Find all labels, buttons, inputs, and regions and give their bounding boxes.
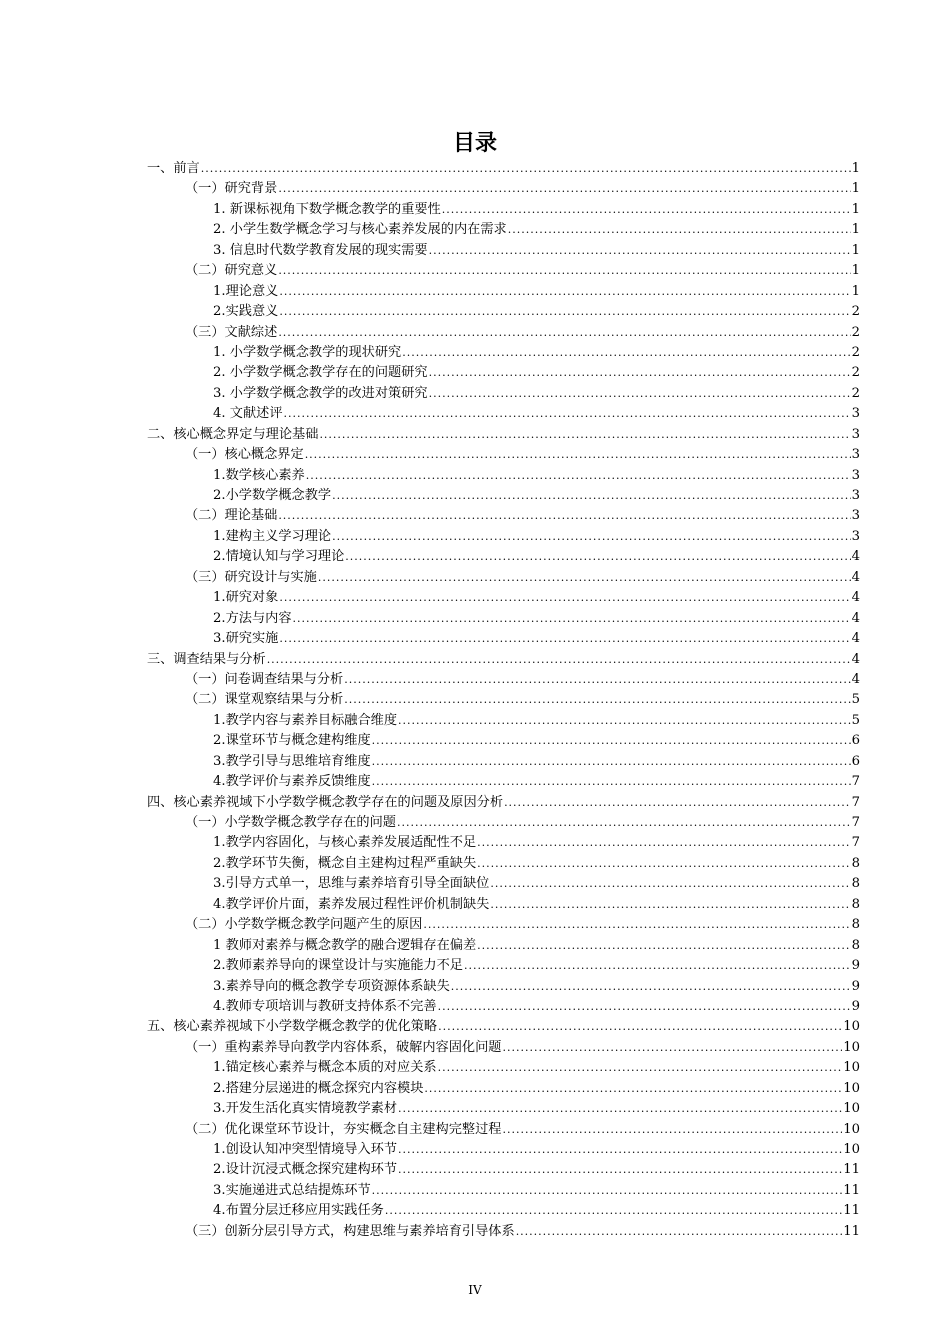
toc-entry[interactable] bbox=[147, 895, 860, 915]
toc-entry[interactable] bbox=[147, 1140, 860, 1160]
toc-entry[interactable] bbox=[147, 1058, 860, 1078]
toc-entry-page: 11 bbox=[843, 1162, 860, 1178]
toc-entry-page: 7 bbox=[851, 815, 860, 830]
toc-entry[interactable] bbox=[147, 323, 860, 343]
toc-dot-leader bbox=[429, 363, 851, 383]
toc-entry-text: 1 教师对素养与概念教学的融合逻辑存在偏差 bbox=[213, 937, 477, 953]
toc-entry-text: 1.锚定核心素养与概念本质的对应关系 bbox=[213, 1060, 437, 1076]
toc-entry-page: 3 bbox=[851, 467, 860, 483]
toc-entry-page: 2 bbox=[851, 344, 860, 360]
toc-entry-text: 2.方法与内容 bbox=[213, 610, 292, 626]
toc-entry[interactable] bbox=[147, 159, 860, 179]
toc-entry-text: 1.研究对象 bbox=[213, 590, 279, 606]
toc-entry-page: 11 bbox=[843, 1182, 860, 1198]
toc-entry-page: 9 bbox=[851, 978, 860, 994]
toc-entry-text: （三）文献综述 bbox=[185, 324, 278, 340]
toc-entry-text: 4.教学评价与素养反馈维度 bbox=[213, 774, 371, 790]
toc-entry-page: 2 bbox=[851, 385, 860, 401]
toc-entry-page: 3 bbox=[851, 447, 860, 463]
toc-entry-page: 8 bbox=[851, 917, 860, 933]
toc-entry-text: （一）小学数学概念教学存在的问题 bbox=[185, 815, 396, 830]
toc-entry-page: 7 bbox=[851, 774, 860, 790]
toc-entry-text: 1.建构主义学习理论 bbox=[213, 528, 332, 544]
toc-dot-leader bbox=[477, 833, 850, 853]
toc-dot-leader bbox=[503, 1120, 843, 1140]
toc-entry-page: 10 bbox=[843, 1060, 860, 1076]
toc-entry[interactable] bbox=[147, 854, 860, 874]
toc-dot-leader bbox=[398, 711, 851, 731]
toc-entry-text: （三）研究设计与实施 bbox=[185, 569, 317, 585]
toc-dot-leader bbox=[442, 200, 851, 220]
toc-dot-leader bbox=[344, 670, 850, 690]
toc-entry-page: 7 bbox=[851, 835, 860, 851]
toc-entry[interactable] bbox=[147, 261, 860, 281]
toc-title: 目录 bbox=[452, 131, 497, 156]
toc-entry-text: （二）课堂观察结果与分析 bbox=[185, 692, 344, 708]
toc-entry-text: 2.实践意义 bbox=[213, 304, 279, 320]
toc-dot-leader bbox=[423, 915, 850, 935]
toc-entry[interactable] bbox=[147, 568, 860, 588]
toc-entry[interactable] bbox=[147, 690, 860, 710]
toc-entry-page: 4 bbox=[851, 631, 860, 647]
table-of-contents bbox=[147, 159, 860, 1242]
toc-entry-page: 7 bbox=[851, 794, 860, 810]
toc-entry[interactable] bbox=[147, 833, 860, 853]
toc-entry[interactable] bbox=[147, 629, 860, 649]
toc-entry[interactable] bbox=[147, 609, 860, 629]
toc-entry-text: 4. 文献述评 bbox=[213, 406, 283, 422]
toc-entry-page: 10 bbox=[843, 1101, 860, 1117]
toc-entry[interactable] bbox=[147, 445, 860, 465]
toc-entry-text: 1. 小学数学概念教学的现状研究 bbox=[213, 344, 402, 360]
toc-dot-leader bbox=[397, 813, 851, 833]
toc-entry[interactable] bbox=[147, 282, 860, 302]
toc-dot-leader bbox=[429, 241, 851, 261]
toc-entry[interactable] bbox=[147, 200, 860, 220]
toc-dot-leader bbox=[267, 650, 851, 670]
toc-entry-text: 五、核心素养视域下小学数学概念教学的优化策略 bbox=[147, 1019, 438, 1035]
toc-entry-page: 1 bbox=[851, 161, 860, 176]
toc-entry-page: 6 bbox=[851, 753, 860, 769]
toc-entry[interactable] bbox=[147, 506, 860, 526]
toc-dot-leader bbox=[279, 302, 850, 322]
toc-entry[interactable] bbox=[147, 404, 860, 424]
toc-entry[interactable] bbox=[147, 343, 860, 363]
toc-entry-text: （一）核心概念界定 bbox=[185, 447, 304, 463]
toc-dot-leader bbox=[438, 997, 851, 1017]
toc-entry[interactable] bbox=[147, 1017, 860, 1037]
toc-dot-leader bbox=[464, 956, 851, 976]
toc-entry-page: 1 bbox=[851, 283, 860, 299]
toc-entry-text: 4.教学评价片面，素养发展过程性评价机制缺失 bbox=[213, 896, 490, 912]
toc-entry[interactable] bbox=[147, 936, 860, 956]
toc-entry-page: 3 bbox=[851, 528, 860, 544]
toc-entry-page: 4 bbox=[851, 569, 860, 585]
toc-entry-text: 3. 小学数学概念教学的改进对策研究 bbox=[213, 385, 428, 401]
toc-entry[interactable] bbox=[147, 425, 860, 445]
toc-entry[interactable] bbox=[147, 956, 860, 976]
toc-entry-text: 1.创设认知冲突型情境导入环节 bbox=[213, 1142, 398, 1157]
toc-entry-text: （二）小学数学概念教学问题产生的原因 bbox=[185, 917, 423, 933]
toc-entry-text: （二）研究意义 bbox=[185, 263, 278, 279]
toc-entry[interactable] bbox=[147, 1201, 860, 1221]
toc-entry-page: 2 bbox=[851, 324, 860, 340]
toc-entry-page: 1 bbox=[851, 242, 860, 258]
toc-entry[interactable] bbox=[147, 363, 860, 383]
toc-entry-text: 3.开发生活化真实情境教学素材 bbox=[213, 1101, 398, 1117]
toc-entry-page: 4 bbox=[851, 651, 860, 667]
toc-dot-leader bbox=[402, 343, 850, 363]
toc-entry[interactable] bbox=[147, 384, 860, 404]
toc-dot-leader bbox=[306, 466, 851, 486]
toc-entry-page: 1 bbox=[851, 181, 860, 197]
toc-entry-page: 3 bbox=[851, 508, 860, 524]
toc-entry-text: 二、核心概念界定与理论基础 bbox=[147, 426, 319, 442]
toc-dot-leader bbox=[372, 731, 851, 751]
toc-entry-text: 3. 信息时代数学教育发展的现实需要 bbox=[213, 242, 428, 258]
toc-dot-leader bbox=[372, 1181, 843, 1201]
toc-entry-text: 1.数学核心素养 bbox=[213, 467, 305, 483]
toc-entry-page: 10 bbox=[843, 1121, 860, 1137]
toc-dot-leader bbox=[398, 1160, 842, 1180]
toc-entry[interactable] bbox=[147, 997, 860, 1017]
toc-entry-page: 4 bbox=[851, 590, 860, 606]
toc-dot-leader bbox=[451, 977, 851, 997]
toc-entry-text: 1. 新课标视角下数学概念教学的重要性 bbox=[213, 201, 441, 217]
toc-entry-text: 2.设计沉浸式概念探究建构环节 bbox=[213, 1162, 398, 1178]
toc-entry-text: 1.理论意义 bbox=[213, 283, 279, 299]
toc-entry-text: 三、调查结果与分析 bbox=[147, 651, 266, 667]
toc-entry-page: 11 bbox=[843, 1223, 860, 1239]
toc-dot-leader bbox=[332, 527, 851, 547]
toc-entry[interactable] bbox=[147, 670, 860, 690]
toc-entry-page: 5 bbox=[851, 712, 860, 728]
toc-entry-page: 11 bbox=[843, 1203, 860, 1219]
toc-entry[interactable] bbox=[147, 466, 860, 486]
toc-dot-leader bbox=[372, 752, 851, 772]
toc-entry-page: 4 bbox=[851, 549, 860, 565]
toc-entry-text: 2.教学环节失衡，概念自主建构过程严重缺失 bbox=[213, 855, 477, 871]
toc-entry[interactable] bbox=[147, 813, 860, 833]
toc-dot-leader bbox=[278, 323, 850, 343]
toc-entry-text: 3.教学引导与思维培育维度 bbox=[213, 753, 371, 769]
toc-entry-page: 2 bbox=[851, 365, 860, 381]
toc-entry-text: 2.情境认知与学习理论 bbox=[213, 549, 345, 565]
toc-entry[interactable] bbox=[147, 650, 860, 670]
toc-dot-leader bbox=[490, 874, 850, 894]
toc-dot-leader bbox=[424, 1079, 842, 1099]
toc-entry-text: （一）重构素养导向教学内容体系，破解内容固化问题 bbox=[185, 1039, 502, 1055]
toc-entry-text: （一）问卷调查结果与分析 bbox=[185, 671, 344, 687]
toc-entry-text: 2.小学数学概念教学 bbox=[213, 488, 332, 503]
toc-entry[interactable] bbox=[147, 793, 860, 813]
toc-entry-page: 1 bbox=[851, 222, 860, 238]
toc-entry-page: 9 bbox=[851, 958, 860, 974]
toc-dot-leader bbox=[385, 1201, 842, 1221]
toc-dot-leader bbox=[398, 1140, 842, 1160]
toc-dot-leader bbox=[477, 936, 850, 956]
toc-dot-leader bbox=[516, 1222, 843, 1242]
toc-dot-leader bbox=[305, 445, 851, 465]
toc-dot-leader bbox=[504, 793, 851, 813]
toc-dot-leader bbox=[477, 854, 850, 874]
toc-entry-text: 2.教师素养导向的课堂设计与实施能力不足 bbox=[213, 958, 463, 974]
toc-entry-text: 2.课堂环节与概念建构维度 bbox=[213, 733, 371, 749]
toc-dot-leader bbox=[279, 588, 850, 608]
toc-entry[interactable] bbox=[147, 1222, 860, 1242]
toc-dot-leader bbox=[490, 895, 850, 915]
toc-entry[interactable] bbox=[147, 1160, 860, 1180]
toc-entry-page: 4 bbox=[851, 610, 860, 626]
toc-entry-text: （二）理论基础 bbox=[185, 508, 278, 524]
toc-entry[interactable] bbox=[147, 486, 860, 506]
toc-entry-page: 3 bbox=[851, 426, 860, 442]
toc-entry-page: 3 bbox=[851, 406, 860, 422]
toc-entry-page: 10 bbox=[843, 1039, 860, 1055]
toc-entry[interactable] bbox=[147, 220, 860, 240]
toc-dot-leader bbox=[508, 220, 851, 240]
toc-entry[interactable] bbox=[147, 1181, 860, 1201]
toc-dot-leader bbox=[319, 425, 850, 445]
toc-entry-page: 10 bbox=[843, 1019, 860, 1035]
toc-entry[interactable] bbox=[147, 1099, 860, 1119]
toc-dot-leader bbox=[278, 261, 850, 281]
toc-entry[interactable] bbox=[147, 241, 860, 261]
toc-dot-leader bbox=[332, 486, 851, 506]
toc-entry[interactable] bbox=[147, 527, 860, 547]
toc-entry-page: 2 bbox=[851, 304, 860, 320]
toc-entry-page: 3 bbox=[851, 488, 860, 503]
toc-dot-leader bbox=[279, 282, 850, 302]
toc-dot-leader bbox=[429, 384, 851, 404]
toc-entry-text: 4.布置分层迁移应用实践任务 bbox=[213, 1203, 384, 1219]
toc-entry-text: 3.素养导向的概念教学专项资源体系缺失 bbox=[213, 978, 450, 994]
toc-entry-text: 四、核心素养视域下小学数学概念教学存在的问题及原因分析 bbox=[147, 794, 504, 810]
toc-entry[interactable] bbox=[147, 731, 860, 751]
toc-entry-page: 8 bbox=[851, 937, 860, 953]
toc-dot-leader bbox=[278, 506, 850, 526]
toc-entry-page: 8 bbox=[851, 896, 860, 912]
toc-dot-leader bbox=[438, 1017, 842, 1037]
toc-entry-page: 1 bbox=[851, 263, 860, 279]
toc-entry[interactable] bbox=[147, 874, 860, 894]
toc-dot-leader bbox=[278, 179, 850, 199]
toc-dot-leader bbox=[503, 1038, 843, 1058]
toc-entry-text: （二）优化课堂环节设计，夯实概念自主建构完整过程 bbox=[185, 1121, 502, 1137]
toc-entry-page: 1 bbox=[851, 201, 860, 217]
toc-entry[interactable] bbox=[147, 915, 860, 935]
toc-entry-page: 8 bbox=[851, 855, 860, 871]
toc-entry-text: 3.引导方式单一，思维与素养培育引导全面缺位 bbox=[213, 876, 490, 892]
toc-entry-text: 1.教学内容固化，与核心素养发展适配性不足 bbox=[213, 835, 477, 851]
toc-entry[interactable] bbox=[147, 1120, 860, 1140]
toc-entry-text: 4.教师专项培训与教研支持体系不完善 bbox=[213, 998, 437, 1014]
toc-entry-text: 2.搭建分层递进的概念探究内容模块 bbox=[213, 1080, 424, 1096]
page-number-footer: IV bbox=[468, 1283, 482, 1297]
toc-entry-page: 9 bbox=[851, 998, 860, 1014]
toc-entry-text: （一）研究背景 bbox=[185, 181, 278, 197]
toc-dot-leader bbox=[438, 1058, 843, 1078]
toc-dot-leader bbox=[279, 629, 850, 649]
toc-entry[interactable] bbox=[147, 588, 860, 608]
toc-dot-leader bbox=[201, 159, 851, 179]
toc-entry[interactable] bbox=[147, 752, 860, 772]
toc-entry[interactable] bbox=[147, 1038, 860, 1058]
toc-entry-page: 5 bbox=[851, 692, 860, 708]
toc-entry-text: 2. 小学生数学概念学习与核心素养发展的内在需求 bbox=[213, 222, 507, 238]
toc-entry-page: 6 bbox=[851, 733, 860, 749]
toc-dot-leader bbox=[318, 568, 851, 588]
toc-dot-leader bbox=[372, 772, 851, 792]
toc-entry-page: 8 bbox=[851, 876, 860, 892]
toc-entry[interactable] bbox=[147, 977, 860, 997]
toc-dot-leader bbox=[284, 404, 851, 424]
toc-entry[interactable] bbox=[147, 1079, 860, 1099]
toc-entry[interactable] bbox=[147, 547, 860, 567]
toc-entry-page: 10 bbox=[843, 1142, 860, 1157]
toc-entry[interactable] bbox=[147, 302, 860, 322]
toc-entry-text: 3.实施递进式总结提炼环节 bbox=[213, 1182, 371, 1198]
toc-entry-text: （三）创新分层引导方式，构建思维与素养培育引导体系 bbox=[185, 1223, 515, 1239]
toc-entry-text: 2. 小学数学概念教学存在的问题研究 bbox=[213, 365, 428, 381]
toc-entry-page: 10 bbox=[843, 1080, 860, 1096]
toc-entry-page: 4 bbox=[851, 671, 860, 687]
toc-entry[interactable] bbox=[147, 179, 860, 199]
toc-dot-leader bbox=[398, 1099, 842, 1119]
toc-dot-leader bbox=[344, 690, 850, 710]
toc-entry-text: 3.研究实施 bbox=[213, 631, 279, 647]
toc-dot-leader bbox=[345, 547, 850, 567]
toc-entry-text: 一、前言 bbox=[147, 161, 200, 176]
toc-dot-leader bbox=[293, 609, 851, 629]
toc-entry-text: 1.教学内容与素养目标融合维度 bbox=[213, 712, 398, 728]
toc-entry[interactable] bbox=[147, 772, 860, 792]
toc-entry[interactable] bbox=[147, 711, 860, 731]
